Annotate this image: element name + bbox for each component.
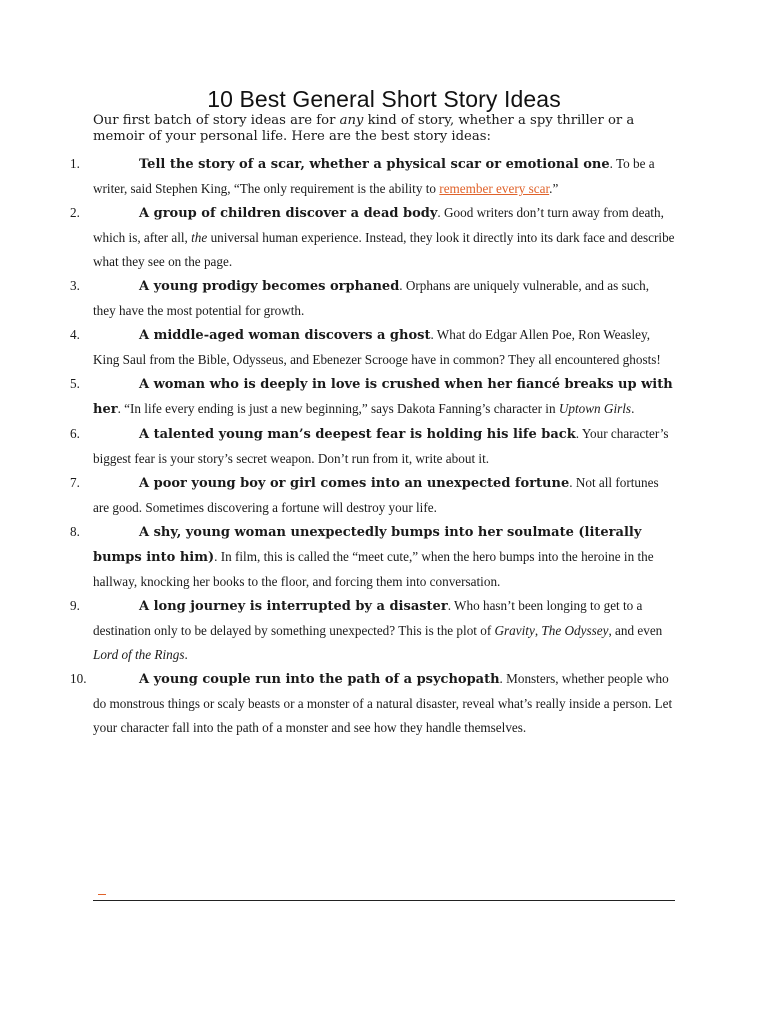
item-emphasis-3: Lord of the Rings <box>93 647 185 662</box>
item-text: . In film, this is called the “meet cute,” when the hero bumps into the heroine in the hallway, knocking her books to the floor, and forcing them into conversation. <box>93 549 654 589</box>
item-text: . “In life every ending is just a new beginning,” says Dakota Fanning’s character in <box>117 401 559 416</box>
list-item <box>0 667 675 740</box>
item-number: 1. <box>70 156 80 171</box>
list-item <box>0 372 675 422</box>
item-text-after: .” <box>549 181 559 196</box>
item-heading: A shy, young woman unexpectedly bumps into her soulmate (literally bumps into him) <box>93 525 642 565</box>
item-text: . Who hasn’t been longing to get to a destination only to be delayed by something unexpected? This is the plot of <box>93 598 643 638</box>
item-number: 10. <box>70 671 87 686</box>
item-heading: A young prodigy becomes orphaned <box>139 279 400 294</box>
item-text: . Good writers don’t turn away from death, which is, after all, <box>93 205 664 245</box>
item-text: . Your character’s biggest fear is your story’s secret weapon. Don’t run from it, write about it. <box>93 426 669 466</box>
item-heading: A middle-aged woman discovers a ghost <box>139 328 431 343</box>
item-number: 8. <box>70 524 80 539</box>
item-text-after: universal human experience. Instead, they look it directly into its dark face and describe what they see on the page. <box>93 230 675 269</box>
list-item <box>0 201 675 274</box>
item-number: 7. <box>70 475 80 490</box>
item-heading: A talented young man’s deepest fear is holding his life back <box>139 427 576 442</box>
item-text: . Orphans are uniquely vulnerable, and as such, they have the most potential for growth. <box>93 278 650 318</box>
item-emphasis: Gravity <box>494 623 535 638</box>
item-emphasis: Uptown Girls <box>558 401 632 416</box>
list-item <box>0 594 675 667</box>
item-emphasis-2: The Odyssey <box>541 623 609 638</box>
item-heading-continued: , whether a physical scar or emotional one <box>300 157 610 172</box>
item-text: . Monsters, whether people who do monstrous things or scaly beasts or a monster of a natural disaster, reveal what’s really inside a person. Let your character fall into the path of a monster and see how they handle themselves. <box>93 671 673 735</box>
footnote-marker <box>98 894 106 895</box>
item-number: 4. <box>70 327 80 342</box>
intro-paragraph <box>93 113 668 145</box>
item-number: 2. <box>70 205 80 220</box>
item-number: 5. <box>70 376 80 391</box>
item-text-after: . <box>184 647 188 662</box>
intro-text-after: kind of story, whether a spy thriller or a memoir of your personal life. Here are the best story ideas: <box>93 113 635 144</box>
item-number: 3. <box>70 278 80 293</box>
page-title: 10 Best General Short Story Ideas <box>207 86 561 112</box>
item-text-mid: , <box>534 623 542 638</box>
list-item <box>0 323 675 372</box>
list-item <box>0 520 675 594</box>
list-item <box>0 274 675 323</box>
item-text: . Not all fortunes are good. Sometimes discovering a fortune will destroy your life. <box>93 475 659 515</box>
item-heading: A woman who is deeply in love is crushed when her fiancé breaks up with her <box>93 377 673 417</box>
footer-divider <box>93 900 675 901</box>
intro-text: Our first batch of story ideas are for <box>93 113 340 128</box>
item-text: . To be a writer, said Stephen King, “The only requirement is the ability to <box>93 156 655 196</box>
item-text-mid-2: , and even <box>608 623 663 638</box>
intro-emphasis: any <box>339 113 364 128</box>
item-text: . What do Edgar Allen Poe, Ron Weasley, King Saul from the Bible, Odysseus, and Ebenezer Scrooge have in common? They all encountered ghosts! <box>93 327 661 367</box>
item-heading: Tell the story of a scar <box>139 157 301 172</box>
story-ideas-list <box>0 152 768 740</box>
list-item <box>0 471 675 520</box>
item-text-after: . <box>631 401 635 416</box>
list-item <box>0 422 675 471</box>
item-heading: A group of children discover a dead body <box>139 206 438 221</box>
item-heading: A young couple run into the path of a psychopath <box>139 672 500 687</box>
list-item <box>0 152 675 201</box>
item-heading: A poor young boy or girl comes into an unexpected fortune <box>139 476 570 491</box>
item-number: 6. <box>70 426 80 441</box>
item-emphasis: the <box>191 230 208 245</box>
item-number: 9. <box>70 598 80 613</box>
item-heading: A long journey is interrupted by a disaster <box>139 599 448 614</box>
remember-every-scar-link[interactable]: remember every scar <box>439 181 550 196</box>
